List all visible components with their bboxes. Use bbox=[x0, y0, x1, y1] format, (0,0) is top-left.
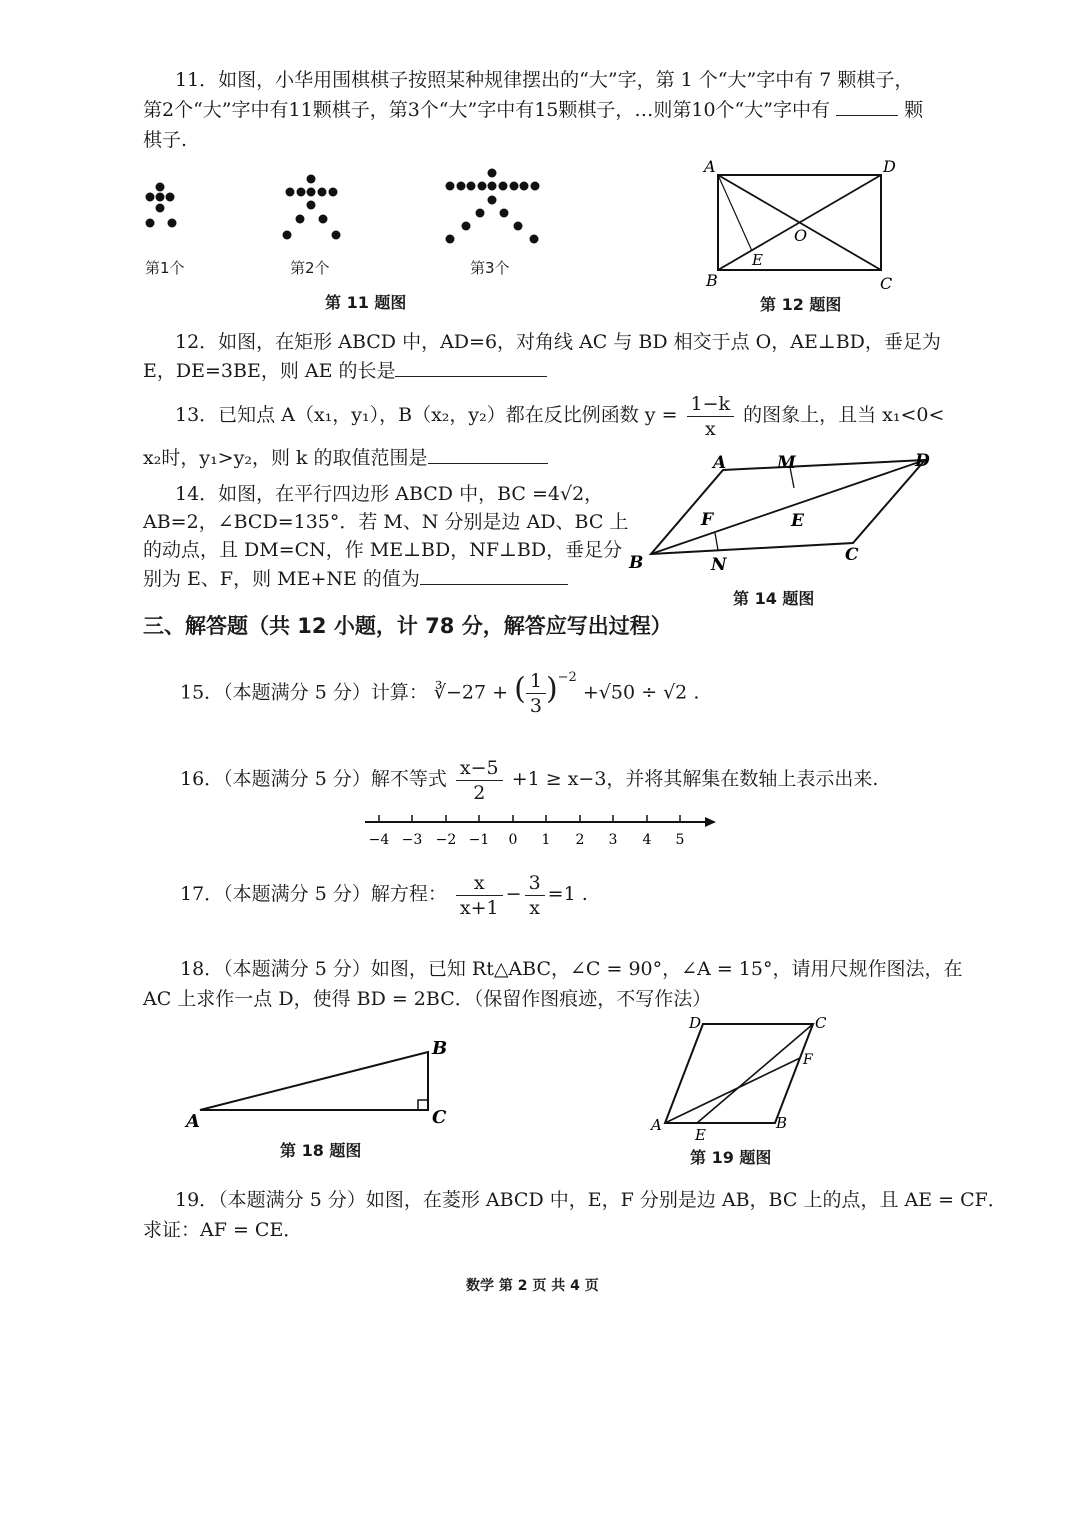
q11-fig3-dots bbox=[446, 169, 540, 244]
dot bbox=[156, 183, 165, 192]
q11-answer-blank[interactable] bbox=[836, 97, 898, 116]
q17-frac1-num: x bbox=[456, 871, 503, 896]
q12-figure bbox=[700, 155, 910, 295]
q13-line1 bbox=[175, 388, 944, 442]
q17-fraction-2 bbox=[525, 871, 545, 920]
page-footer: 数学 第 2 页 共 4 页 bbox=[466, 1278, 599, 1294]
q12-label-e: E bbox=[752, 251, 763, 269]
q17-line bbox=[180, 866, 588, 922]
dot bbox=[307, 188, 316, 197]
dot bbox=[499, 182, 508, 191]
q12-line1: 12．如图，在矩形 ABCD 中，AD=6，对角线 AC 与 BD 相交于点 O，AE⊥BD，垂足为 bbox=[175, 331, 941, 353]
q13-frac-num: 1−k bbox=[687, 392, 735, 417]
q12-label-d: D bbox=[883, 157, 896, 176]
q19-line2: 求证：AF = CE． bbox=[143, 1219, 303, 1241]
q14-label-d: D bbox=[915, 451, 930, 471]
q19-label-f: F bbox=[803, 1052, 813, 1068]
q15-line bbox=[180, 660, 699, 720]
q16-line bbox=[180, 752, 878, 806]
q18-label-b: B bbox=[432, 1038, 448, 1059]
q12-line2 bbox=[143, 357, 547, 385]
tick-label: 3 bbox=[608, 832, 618, 848]
q17-minus: − bbox=[505, 883, 522, 905]
q13-line1-a: 13．已知点 A（x₁，y₁），B（x₂，y₂）都在反比例函数 y = bbox=[175, 404, 678, 426]
q13-line2 bbox=[143, 444, 548, 472]
q18-line2: AC 上求作一点 D，使得 BD = 2BC．（保留作图痕迹，不写作法） bbox=[143, 988, 712, 1010]
q13-line2-text: x₂时，y₁>y₂，则 k 的取值范围是 bbox=[143, 447, 428, 469]
q14-answer-blank[interactable] bbox=[420, 566, 568, 585]
q12-caption: 第 12 题图 bbox=[760, 295, 842, 314]
dot bbox=[476, 209, 485, 218]
tick-label: −2 bbox=[435, 832, 457, 848]
q17-frac2-num: 3 bbox=[525, 871, 545, 896]
q16-rest: +1 ≥ x−3，并将其解集在数轴上表示出来. bbox=[511, 768, 879, 790]
q11-line1: 11．如图，小华用围棋棋子按照某种规律摆出的“大”字，第 1 个“大”字中有 7 颗棋子， bbox=[175, 69, 914, 91]
q19-label-d: D bbox=[689, 1014, 702, 1032]
q16-number-line[interactable] bbox=[360, 810, 720, 855]
number-line-labels bbox=[369, 832, 685, 848]
q11-fig3-label: 第3个 bbox=[470, 259, 510, 277]
q14-figure bbox=[625, 448, 940, 578]
q11-fig1-label: 第1个 bbox=[145, 259, 185, 277]
dot bbox=[514, 222, 523, 231]
dot bbox=[297, 188, 306, 197]
q12-line2-text: E，DE=3BE，则 AE 的长是 bbox=[143, 360, 396, 382]
q18-caption: 第 18 题图 bbox=[280, 1141, 362, 1160]
q17-prefix: 17．（本题满分 5 分）解方程： bbox=[180, 883, 447, 905]
q15-paren-close: ) bbox=[545, 671, 558, 707]
tick-label: −4 bbox=[368, 832, 390, 848]
dot bbox=[307, 175, 316, 184]
q15-exponent: −2 bbox=[557, 670, 577, 685]
q18-triangle bbox=[200, 1052, 428, 1110]
q16-frac-num: x−5 bbox=[456, 756, 503, 781]
q11-fig1-dots bbox=[146, 183, 177, 228]
q13-frac-den: x bbox=[704, 417, 716, 440]
q11-line2-end: 颗 bbox=[904, 99, 924, 121]
q17-fraction-1 bbox=[456, 871, 503, 920]
dot bbox=[296, 215, 305, 224]
dot bbox=[500, 209, 509, 218]
q13-answer-blank[interactable] bbox=[428, 445, 548, 464]
dot bbox=[329, 188, 338, 197]
q14-label-e: E bbox=[791, 511, 804, 531]
q18-figure bbox=[180, 1030, 460, 1130]
q15-frac-num: 1 bbox=[526, 669, 546, 694]
q18-label-c: C bbox=[432, 1107, 447, 1128]
tick-label: 1 bbox=[541, 832, 551, 848]
dot bbox=[488, 182, 497, 191]
dot bbox=[168, 219, 177, 228]
dot bbox=[446, 235, 455, 244]
tick-label: −3 bbox=[401, 832, 423, 848]
dot bbox=[530, 235, 539, 244]
dot bbox=[531, 182, 540, 191]
q11-fig2-label: 第2个 bbox=[290, 259, 330, 277]
q11-line2-text: 第2个“大”字中有11颗棋子，第3个“大”字中有15颗棋子，…则第10个“大”字中有 bbox=[143, 99, 830, 121]
dot bbox=[520, 182, 529, 191]
q19-label-e: E bbox=[695, 1126, 706, 1140]
dot bbox=[488, 196, 497, 205]
q12-segment-ae bbox=[718, 175, 752, 251]
q11-fig2-dots bbox=[283, 175, 341, 240]
dot bbox=[446, 182, 455, 191]
q16-frac-den: 2 bbox=[473, 781, 486, 804]
q11-line2 bbox=[143, 96, 923, 124]
dot bbox=[332, 231, 341, 240]
q15-frac-den: 3 bbox=[529, 694, 542, 717]
q15-paren-open: ( bbox=[514, 671, 526, 707]
q11-caption: 第 11 题图 bbox=[325, 293, 407, 312]
q15-expr-a: ∛−27 + bbox=[433, 681, 509, 704]
q16-fraction bbox=[456, 756, 503, 805]
q12-label-c: C bbox=[880, 274, 893, 293]
dot bbox=[510, 182, 519, 191]
q12-answer-blank[interactable] bbox=[395, 358, 547, 377]
number-line-arrow bbox=[705, 817, 716, 827]
q14-label-b: B bbox=[629, 553, 644, 573]
q14-label-m: M bbox=[777, 453, 796, 473]
q12-label-o: O bbox=[794, 226, 808, 245]
q17-rest: =1 . bbox=[547, 883, 588, 905]
q19-label-b: B bbox=[776, 1114, 788, 1132]
tick-label: 0 bbox=[508, 832, 518, 848]
dot bbox=[319, 215, 328, 224]
q14-line1: 14．如图，在平行四边形 ABCD 中，BC =4√2， bbox=[175, 483, 604, 505]
q14-label-c: C bbox=[845, 545, 859, 565]
q19-line1: 19．（本题满分 5 分）如图，在菱形 ABCD 中，E，F 分别是边 AB，BC 上的点，且 AE = CF． bbox=[175, 1189, 1007, 1211]
q13-line1-b: 的图象上，且当 x₁<0< bbox=[743, 404, 945, 426]
dot bbox=[286, 188, 295, 197]
dot bbox=[283, 231, 292, 240]
tick-label: 5 bbox=[675, 832, 685, 848]
dot bbox=[318, 188, 327, 197]
q14-segment-nf bbox=[715, 533, 718, 550]
q15-prefix: 15．（本题满分 5 分）计算： bbox=[180, 681, 428, 704]
q12-label-b: B bbox=[706, 271, 718, 290]
dot bbox=[307, 201, 316, 210]
q14-line3: 的动点，且 DM=CN，作 ME⊥BD，NF⊥BD，垂足分 bbox=[143, 539, 623, 561]
q13-fraction bbox=[687, 392, 735, 441]
q15-fraction bbox=[526, 669, 546, 718]
q19-label-a: A bbox=[651, 1116, 662, 1134]
tick-label: −1 bbox=[468, 832, 490, 848]
dot bbox=[467, 182, 476, 191]
q19-figure bbox=[645, 1010, 845, 1140]
q11-figure bbox=[130, 165, 560, 255]
q19-label-c: C bbox=[815, 1014, 827, 1032]
dot bbox=[156, 193, 165, 202]
dot bbox=[146, 219, 155, 228]
dot bbox=[166, 193, 175, 202]
dot bbox=[478, 182, 487, 191]
q14-line4-text: 别为 E、F，则 ME+NE 的值为 bbox=[143, 568, 420, 590]
q14-label-f: F bbox=[701, 510, 714, 530]
q16-prefix: 16．（本题满分 5 分）解不等式 bbox=[180, 768, 447, 790]
tick-label: 4 bbox=[642, 832, 652, 848]
dot bbox=[462, 222, 471, 231]
section-3-title: 三、解答题（共 12 小题，计 78 分，解答应写出过程） bbox=[143, 614, 672, 638]
q14-caption: 第 14 题图 bbox=[733, 589, 815, 608]
q14-label-a: A bbox=[713, 453, 727, 473]
q17-frac2-den: x bbox=[529, 896, 540, 919]
tick-label: 2 bbox=[575, 832, 585, 848]
q17-frac1-den: x+1 bbox=[459, 896, 499, 919]
q18-label-a: A bbox=[186, 1111, 200, 1130]
q14-label-n: N bbox=[711, 555, 727, 575]
q15-expr-b: +√50 ÷ √2 . bbox=[582, 681, 700, 704]
number-line-ticks bbox=[379, 815, 680, 822]
q11-line3: 棋子. bbox=[143, 129, 188, 151]
dot bbox=[156, 204, 165, 213]
dot bbox=[457, 182, 466, 191]
q14-line2: AB=2，∠BCD=135°．若 M、N 分别是边 AD、BC 上 bbox=[143, 511, 629, 533]
q19-caption: 第 19 题图 bbox=[690, 1148, 772, 1167]
q18-line1: 18．（本题满分 5 分）如图，已知 Rt△ABC，∠C = 90°，∠A = 15°，请用尺规作图法，在 bbox=[180, 958, 963, 980]
q12-label-a: A bbox=[704, 157, 716, 176]
q18-right-angle-mark bbox=[418, 1100, 428, 1110]
dot bbox=[488, 169, 497, 178]
q14-line4 bbox=[143, 565, 568, 593]
q19-rhombus bbox=[665, 1024, 813, 1123]
dot bbox=[146, 193, 155, 202]
q19-segment-ce bbox=[697, 1024, 813, 1123]
